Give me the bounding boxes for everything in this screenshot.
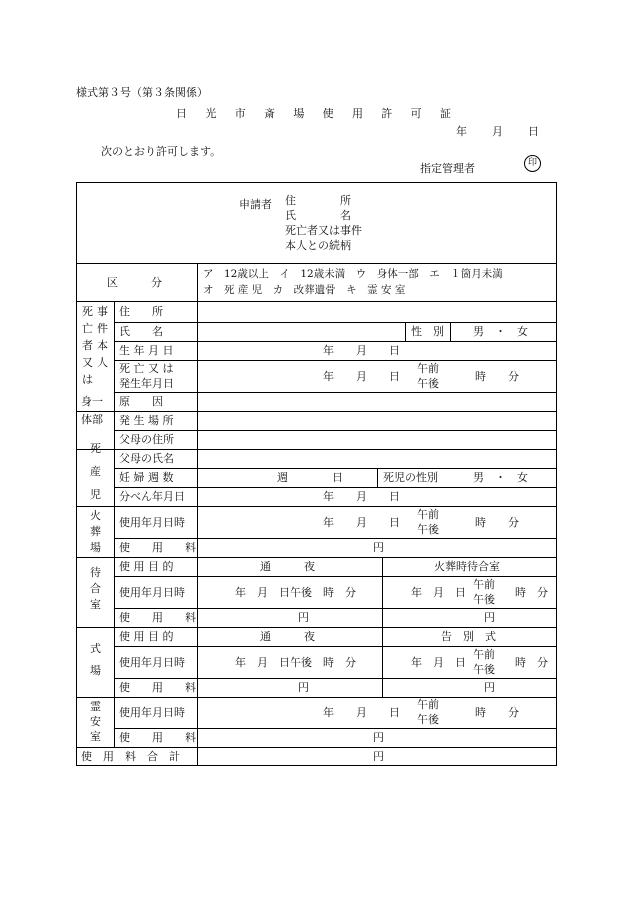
pm-label: 午後 [473,593,495,606]
child-sex-label: 死児の性別 [383,471,438,484]
gestation-label: 妊 婦 週 数 [119,471,174,484]
delivery-date-label: 分べん年月日 [119,490,185,503]
ceremony-hall-side-label: 式場 [90,642,101,677]
form-number: 様式第３号（第３条関係） [76,86,208,99]
title-char: 証 [439,107,451,120]
crematorium-datetime-label: 使用年月日時 [119,516,185,529]
title-char: 許 [381,107,393,120]
deceased-sex-options[interactable]: 男 ・ 女 [473,325,528,338]
waiting-purpose-label: 使 用 目 的 [119,560,174,573]
hall-datetime-label: 使用年月日時 [119,656,185,669]
pm-label: 午後 [473,663,495,676]
crematorium-date-field[interactable]: 年 月 日 [323,516,400,529]
stillborn-side-label: 死産児 [90,442,101,501]
hall-datetime-wake[interactable]: 年 月 日午後 時 分 [235,656,356,669]
deceased-address-label: 住 所 [119,305,163,318]
title-char: 斎 [263,107,275,120]
deceased-sex-label: 性 別 [411,325,444,338]
seal-mark: 印 [524,155,541,172]
hall-purpose-label: 使 用 目 的 [119,630,174,643]
document-title [176,105,451,121]
deceased-name-label: 氏 名 [119,325,163,338]
child-sex-options[interactable]: 男 ・ 女 [473,471,528,484]
hall-time-farewell[interactable]: 時 分 [515,656,548,669]
issue-day: 日 [528,125,539,138]
title-char: 可 [410,107,422,120]
death-time-field[interactable]: 時 分 [475,370,519,383]
hall-date-farewell[interactable]: 年 月 日 [411,656,466,669]
am-label: 午前 [473,578,495,591]
waiting-purpose-wake[interactable]: 通 夜 [260,560,315,573]
category-options-line1: ア 12歳以上 イ 12歳未満 ウ 身体一部 エ １箇月未満 [203,268,503,280]
waiting-fee-wake[interactable]: 円 [298,611,309,624]
applicant-address-label: 住 所 [285,194,351,207]
deceased-side-label: 死亡者又は [82,305,93,386]
pm-label: 午後 [417,523,439,536]
total-fee-label: 使 用 料 合 計 [81,750,180,763]
birth-date-field[interactable]: 年 月 日 [323,344,400,357]
cause-label: 原 因 [119,395,163,408]
hall-fee-wake[interactable]: 円 [298,681,309,694]
intro-text: 次のとおり許可します。 [101,145,222,158]
title-char: 光 [205,107,217,120]
occurrence-place-label: 発 生 場 所 [119,414,174,427]
crematorium-time-field[interactable]: 時 分 [475,516,519,529]
hall-purpose-wake[interactable]: 通 夜 [260,630,315,643]
deceased-side-label-2: 事件本人 [97,305,108,369]
category-options-line2: オ 死 産 児 カ 改葬遺骨 キ 霊 安 室 [203,284,406,296]
title-char: 使 [322,107,334,120]
gestation-field[interactable]: 週 日 [277,471,343,484]
hall-fee-label: 使 用 料 [119,681,196,694]
permit-form-table [76,182,557,766]
death-date-field[interactable]: 年 月 日 [323,370,400,383]
am-label: 午前 [473,648,495,661]
title-char: 市 [234,107,246,120]
manager-label: 指定管理者 [420,162,475,175]
applicant-relation-label-2: 本人との続柄 [285,239,351,252]
waiting-datetime-label: 使用年月日時 [119,586,185,599]
am-label: 午前 [417,508,439,521]
mortuary-date-field[interactable]: 年 月 日 [323,706,400,719]
birth-date-label: 生 年 月 日 [119,344,174,357]
waiting-room-side-label: 待合室 [90,566,101,611]
delivery-date-field[interactable]: 年 月 日 [323,490,400,503]
death-date-label: 死 亡 又 は [119,362,174,375]
crematorium-side-label: 火葬場 [90,509,101,554]
mortuary-fee-label: 使 用 料 [119,731,196,744]
crematorium-fee-label: 使 用 料 [119,541,196,554]
total-fee-field[interactable]: 円 [373,750,384,763]
applicant-name-label: 氏 名 [285,209,351,222]
waiting-purpose-cremation[interactable]: 火葬時待合室 [434,560,500,573]
hall-purpose-farewell[interactable]: 告 別 式 [441,630,496,643]
death-date-label-2: 発生年月日 [119,377,174,390]
mortuary-datetime-label: 使用年月日時 [119,706,185,719]
parents-address-label: 父母の住所 [119,433,174,446]
title-char: 用 [351,107,363,120]
parents-name-label: 父母の氏名 [119,452,174,465]
am-label: 午前 [417,698,439,711]
title-char: 日 [176,107,187,120]
am-label: 午前 [417,362,439,375]
mortuary-time-field[interactable]: 時 分 [475,706,519,719]
waiting-datetime-wake[interactable]: 年 月 日午後 時 分 [235,586,356,599]
applicant-label: 申請者 [239,198,272,211]
issue-year: 年 [456,125,467,138]
hall-fee-farewell[interactable]: 円 [484,681,495,694]
issue-month: 月 [492,125,503,138]
pm-label: 午後 [417,713,439,726]
waiting-time-cremation[interactable]: 時 分 [515,586,548,599]
mortuary-side-label: 霊安室 [90,700,101,743]
crematorium-fee-field[interactable]: 円 [373,541,384,554]
waiting-fee-label: 使 用 料 [119,611,196,624]
category-label: 区 分 [107,276,162,289]
waiting-date-cremation[interactable]: 年 月 日 [411,586,466,599]
title-char: 場 [293,107,305,120]
waiting-fee-cremation[interactable]: 円 [484,611,495,624]
body-part-side-label: 身一体部 [81,395,103,426]
pm-label: 午後 [417,377,439,390]
applicant-relation-label: 死亡者又は事件 [285,224,362,237]
mortuary-fee-field[interactable]: 円 [373,731,384,744]
